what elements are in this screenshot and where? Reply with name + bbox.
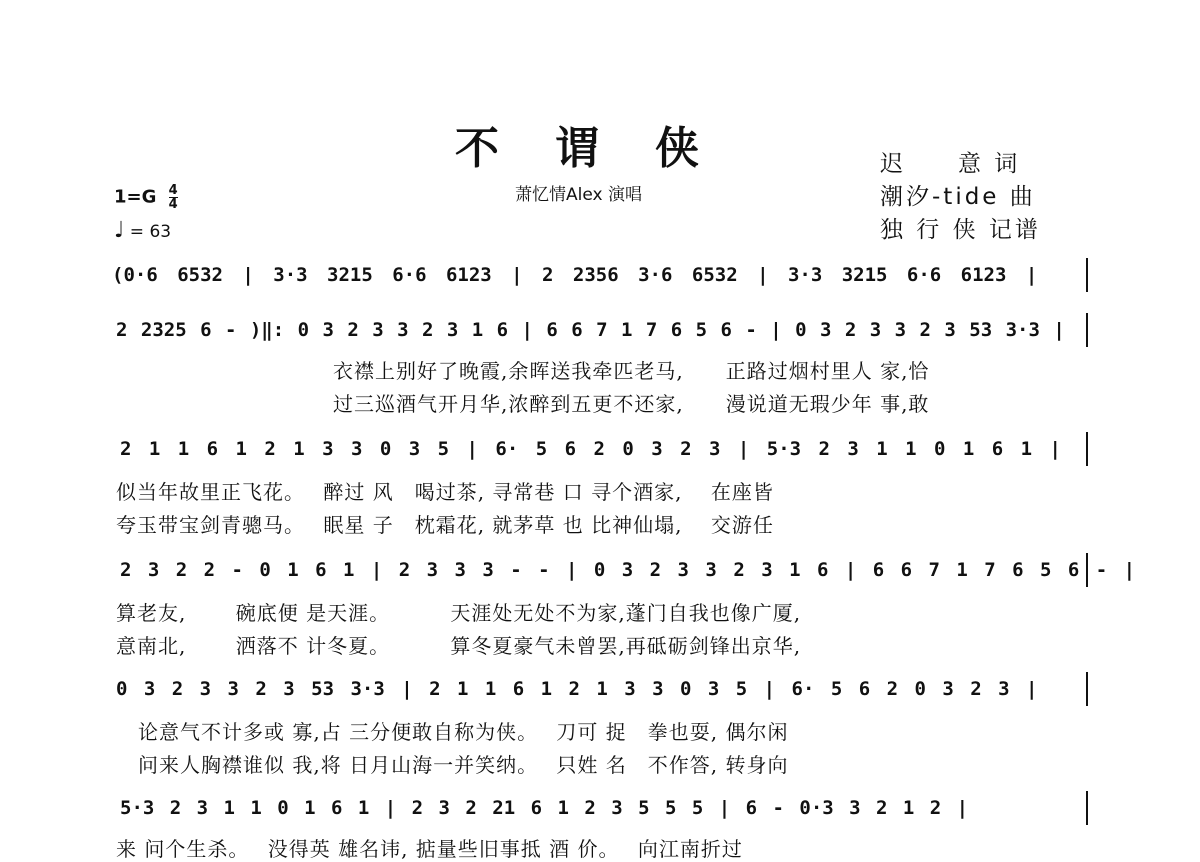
lyric-verse-1: 衣襟上别好了晚霞,余晖送我牵匹老马, 正路过烟村里人 家,恰 <box>333 359 930 383</box>
notation-line: 2 3 2 2 - 0 1 6 1 | 2 3 3 3 - - | 0 3 2 3 3 2 3 1 6 | 6 6 7 1 7 6 5 6 - | <box>120 559 1136 581</box>
key-label: 1=G <box>114 186 157 208</box>
barline <box>1086 313 1088 347</box>
notation-line: 0 3 2 3 3 2 3 53 3·3 | 2 1 1 6 1 2 1 3 3 0 3 5 | 6· 5 6 2 0 3 2 3 | <box>116 678 1038 700</box>
barline <box>1086 258 1088 292</box>
lyric-verse-2: 意南北, 洒落不 计冬夏。 算冬夏豪气未曾罢,再砥砺剑锋出京华, <box>116 634 802 658</box>
lyric-verse-2: 过三巡酒气开月华,浓醉到五更不还家, 漫说道无瑕少年 事,敢 <box>333 392 930 416</box>
barline <box>1086 672 1088 706</box>
song-title: 不谓侠 <box>455 123 755 174</box>
barline <box>1086 791 1088 825</box>
lyric-verse-1: 来 问个生杀。 没得英 雄名讳, 掂量些旧事抵 酒 价。 向江南折过 <box>116 837 743 861</box>
time-sig-denominator: 4 <box>168 197 178 212</box>
lyric-verse-2: 问来人胸襟谁似 我,将 日月山海一并笑纳。 只姓 名 不作答, 转身向 <box>138 753 789 777</box>
lyric-verse-2: 夸玉带宝剑青骢马。 眠星 子 枕霜花, 就茅草 也 比神仙塌, 交游任 <box>116 513 774 537</box>
transcriber-credit: 独 行 侠 记谱 <box>880 217 1041 243</box>
time-signature <box>169 184 178 211</box>
notation-line: 5·3 2 3 1 1 0 1 6 1 | 2 3 2 21 6 1 2 3 5 5 5 | 6 - 0·3 3 2 1 2 | <box>120 797 969 819</box>
lyric-verse-1: 算老友, 碗底便 是天涯。 天涯处无处不为家,蓬门自我也像广厦, <box>116 601 802 625</box>
lyricist-credit: 迟 意 词 <box>880 151 1021 177</box>
notation-line: 2 1 1 6 1 2 1 3 3 0 3 5 | 6· 5 6 2 0 3 2 3 | 5·3 2 3 1 1 0 1 6 1 | <box>120 438 1061 460</box>
notation-line: (0·6 6532 | 3·3 3215 6·6 6123 | 2 2356 3·6 6532 | 3·3 3215 6·6 6123 | <box>112 264 1038 286</box>
singer-credit: 萧忆情Alex 演唱 <box>515 185 642 205</box>
tempo-value: = 63 <box>129 222 172 242</box>
tempo-marking <box>114 218 171 243</box>
lyric-verse-1: 论意气不计多或 寡,占 三分便敢自称为侠。 刀可 捉 拳也耍, 偶尔闲 <box>138 720 789 744</box>
quarter-note-icon: ♩ <box>114 218 125 243</box>
time-sig-numerator: 4 <box>168 183 178 198</box>
key-signature <box>114 184 178 211</box>
composer-credit: 潮汐-tide 曲 <box>880 184 1036 210</box>
barline <box>1086 432 1088 466</box>
barline <box>1086 553 1088 587</box>
lyric-verse-1: 似当年故里正飞花。 醉过 风 喝过茶, 寻常巷 口 寻个酒家, 在座皆 <box>116 480 774 504</box>
notation-line: 2 2325 6 - )‖: 0 3 2 3 3 2 3 1 6 | 6 6 7 1 7 6 5 6 - | 0 3 2 3 3 2 3 53 3·3 | <box>116 319 1065 341</box>
